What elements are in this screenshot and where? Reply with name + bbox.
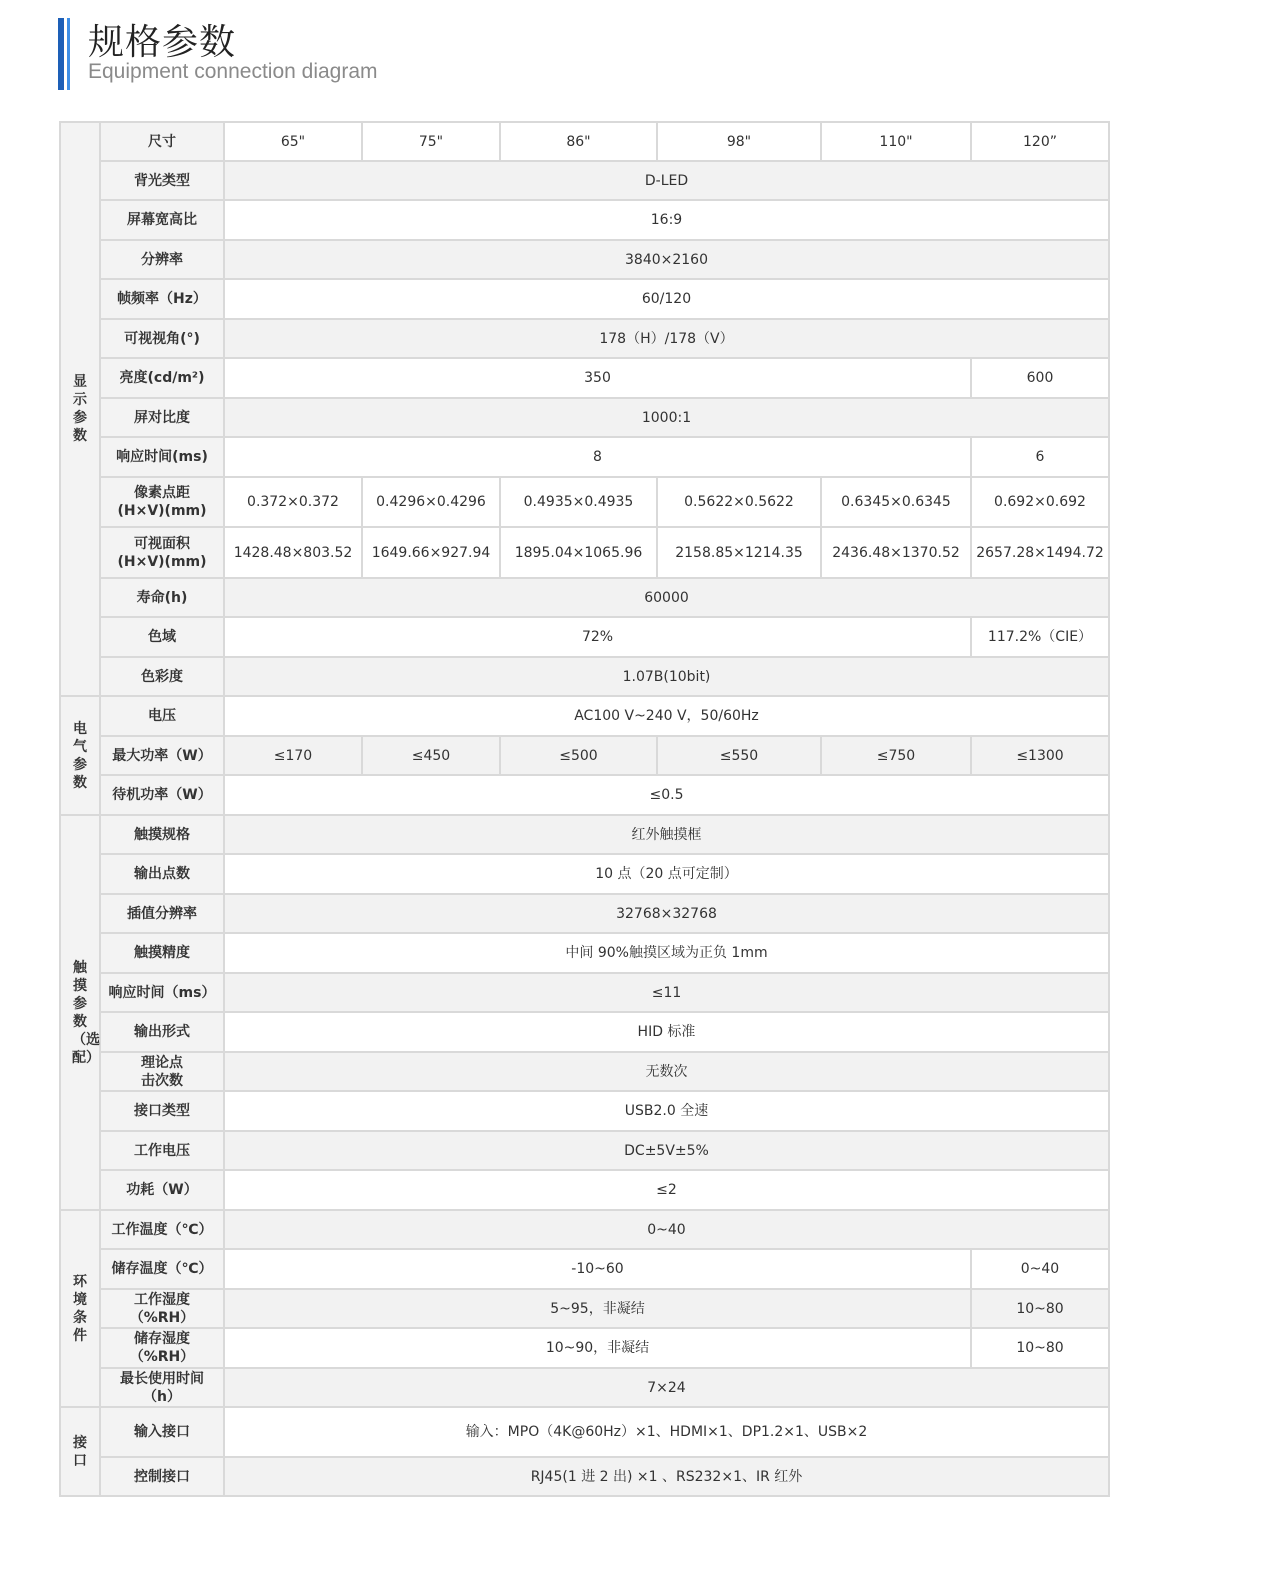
row-label: 色彩度 — [100, 657, 224, 696]
row-label: 屏幕宽高比 — [100, 200, 224, 240]
value-cell: 3840×2160 — [224, 240, 1109, 279]
row-label: 输出形式 — [100, 1012, 224, 1052]
value-cell: 1000:1 — [224, 398, 1109, 437]
table-row — [60, 617, 1109, 657]
value-cell: 0.6345×0.6345 — [821, 477, 971, 527]
value-cell: 60/120 — [224, 279, 1109, 319]
row-label: 最大功率（W） — [100, 736, 224, 775]
table-row — [60, 815, 1109, 854]
row-label: 分辨率 — [100, 240, 224, 279]
value-cell: 7×24 — [224, 1368, 1109, 1407]
category-interface: 接口 — [60, 1407, 100, 1496]
value-cell: USB2.0 全速 — [224, 1091, 1109, 1131]
category-electrical: 电气参数 — [60, 696, 100, 815]
value-cell: 0~40 — [224, 1210, 1109, 1249]
table-row — [60, 1457, 1109, 1496]
value-cell: ≤550 — [657, 736, 821, 775]
value-cell: 72% — [224, 617, 971, 657]
table-row — [60, 358, 1109, 398]
row-label: 背光类型 — [100, 161, 224, 200]
table-row — [60, 894, 1109, 933]
table-row — [60, 854, 1109, 894]
row-label: 屏对比度 — [100, 398, 224, 437]
row-label: 亮度(cd/m²) — [100, 358, 224, 398]
row-label: 工作电压 — [100, 1131, 224, 1170]
value-cell: 1428.48×803.52 — [224, 527, 362, 578]
value-cell: D-LED — [224, 161, 1109, 200]
value-cell: 2158.85×1214.35 — [657, 527, 821, 578]
value-cell-120: 6 — [971, 437, 1109, 477]
category-touch: 触摸参数（选配） — [60, 815, 100, 1210]
table-row — [60, 1210, 1109, 1249]
table-row — [60, 398, 1109, 437]
row-label: 尺寸 — [100, 122, 224, 161]
value-cell: 60000 — [224, 578, 1109, 617]
table-row — [60, 1091, 1109, 1131]
size-cell: 110" — [821, 122, 971, 161]
value-cell: ≤1300 — [971, 736, 1109, 775]
value-cell-120: 117.2%（CIE） — [971, 617, 1109, 657]
value-cell: 178（H）/178（V） — [224, 319, 1109, 358]
value-cell: RJ45(1 进 2 出) ×1 、RS232×1、IR 红外 — [224, 1457, 1109, 1496]
table-row — [60, 1131, 1109, 1170]
value-cell-120: 10~80 — [971, 1289, 1109, 1328]
table-row — [60, 122, 1109, 161]
table-row — [60, 696, 1109, 736]
value-cell: 8 — [224, 437, 971, 477]
table-row — [60, 1407, 1109, 1457]
value-cell: 16:9 — [224, 200, 1109, 240]
value-cell: DC±5V±5% — [224, 1131, 1109, 1170]
value-cell: ≤450 — [362, 736, 500, 775]
value-cell: 5~95，非凝结 — [224, 1289, 971, 1328]
row-label: 像素点距 (H×V)(mm) — [100, 477, 224, 527]
table-row — [60, 437, 1109, 477]
value-cell: 0.4935×0.4935 — [500, 477, 657, 527]
row-label: 电压 — [100, 696, 224, 736]
value-cell: 1649.66×927.94 — [362, 527, 500, 578]
row-label: 响应时间（ms） — [100, 973, 224, 1012]
value-cell: 2657.28×1494.72 — [971, 527, 1109, 578]
table-row — [60, 161, 1109, 200]
value-cell-120: 0~40 — [971, 1249, 1109, 1289]
row-label: 工作温度（℃） — [100, 1210, 224, 1249]
row-label: 帧频率（Hz） — [100, 279, 224, 319]
table-row — [60, 1328, 1109, 1368]
size-cell: 86" — [500, 122, 657, 161]
row-label: 色域 — [100, 617, 224, 657]
table-row — [60, 1052, 1109, 1091]
row-label: 储存温度（℃） — [100, 1249, 224, 1289]
value-cell: 中间 90%触摸区域为正负 1mm — [224, 933, 1109, 973]
value-cell: 0.692×0.692 — [971, 477, 1109, 527]
table-row — [60, 933, 1109, 973]
size-cell: 120” — [971, 122, 1109, 161]
value-cell: 1895.04×1065.96 — [500, 527, 657, 578]
row-label: 触摸规格 — [100, 815, 224, 854]
value-cell: ≤170 — [224, 736, 362, 775]
value-cell: ≤0.5 — [224, 775, 1109, 815]
value-cell: 红外触摸框 — [224, 815, 1109, 854]
size-cell: 98" — [657, 122, 821, 161]
category-display: 显示参数 — [60, 122, 100, 696]
table-row — [60, 1170, 1109, 1210]
value-cell: 32768×32768 — [224, 894, 1109, 933]
value-cell: -10~60 — [224, 1249, 971, 1289]
row-label: 寿命(h) — [100, 578, 224, 617]
row-label: 响应时间(ms) — [100, 437, 224, 477]
value-cell: 2436.48×1370.52 — [821, 527, 971, 578]
category-environment: 环境条件 — [60, 1210, 100, 1407]
spec-table — [59, 121, 1110, 1497]
value-cell: HID 标准 — [224, 1012, 1109, 1052]
value-cell: 10 点（20 点可定制） — [224, 854, 1109, 894]
row-label: 功耗（W） — [100, 1170, 224, 1210]
value-cell: 1.07B(10bit) — [224, 657, 1109, 696]
value-cell: ≤11 — [224, 973, 1109, 1012]
value-cell: 0.372×0.372 — [224, 477, 362, 527]
table-row — [60, 1368, 1109, 1407]
value-cell: 无数次 — [224, 1052, 1109, 1091]
table-row — [60, 240, 1109, 279]
row-label: 触摸精度 — [100, 933, 224, 973]
row-label: 可视视角(°) — [100, 319, 224, 358]
table-row — [60, 578, 1109, 617]
table-row — [60, 279, 1109, 319]
table-row — [60, 477, 1109, 527]
table-row — [60, 200, 1109, 240]
page-subtitle: Equipment connection diagram — [88, 60, 378, 83]
page-title: 规格参数 — [88, 22, 237, 63]
table-row — [60, 319, 1109, 358]
value-cell: AC100 V~240 V，50/60Hz — [224, 696, 1109, 736]
table-row — [60, 657, 1109, 696]
value-cell-120: 10~80 — [971, 1328, 1109, 1368]
row-label: 储存湿度 （%RH） — [100, 1328, 224, 1368]
row-label: 接口类型 — [100, 1091, 224, 1131]
value-cell-120: 600 — [971, 358, 1109, 398]
value-cell: ≤750 — [821, 736, 971, 775]
table-row — [60, 527, 1109, 578]
value-cell: 输入：MPO（4K@60Hz）×1、HDMI×1、DP1.2×1、USB×2 — [224, 1407, 1109, 1457]
title-accent-bar — [58, 18, 64, 90]
value-cell: ≤500 — [500, 736, 657, 775]
row-label: 理论点 击次数 — [100, 1052, 224, 1091]
table-row — [60, 736, 1109, 775]
row-label: 输出点数 — [100, 854, 224, 894]
value-cell: ≤2 — [224, 1170, 1109, 1210]
table-row — [60, 973, 1109, 1012]
row-label: 工作湿度 （%RH） — [100, 1289, 224, 1328]
row-label: 控制接口 — [100, 1457, 224, 1496]
row-label: 插值分辨率 — [100, 894, 224, 933]
row-label: 待机功率（W） — [100, 775, 224, 815]
table-row — [60, 1012, 1109, 1052]
value-cell: 10~90，非凝结 — [224, 1328, 971, 1368]
table-row — [60, 775, 1109, 815]
row-label: 最长使用时间 （h） — [100, 1368, 224, 1407]
row-label: 输入接口 — [100, 1407, 224, 1457]
table-row — [60, 1289, 1109, 1328]
value-cell: 350 — [224, 358, 971, 398]
row-label: 可视面积 (H×V)(mm) — [100, 527, 224, 578]
size-cell: 75" — [362, 122, 500, 161]
table-row — [60, 1249, 1109, 1289]
value-cell: 0.5622×0.5622 — [657, 477, 821, 527]
value-cell: 0.4296×0.4296 — [362, 477, 500, 527]
title-accent-bar-light — [67, 18, 70, 90]
size-cell: 65" — [224, 122, 362, 161]
